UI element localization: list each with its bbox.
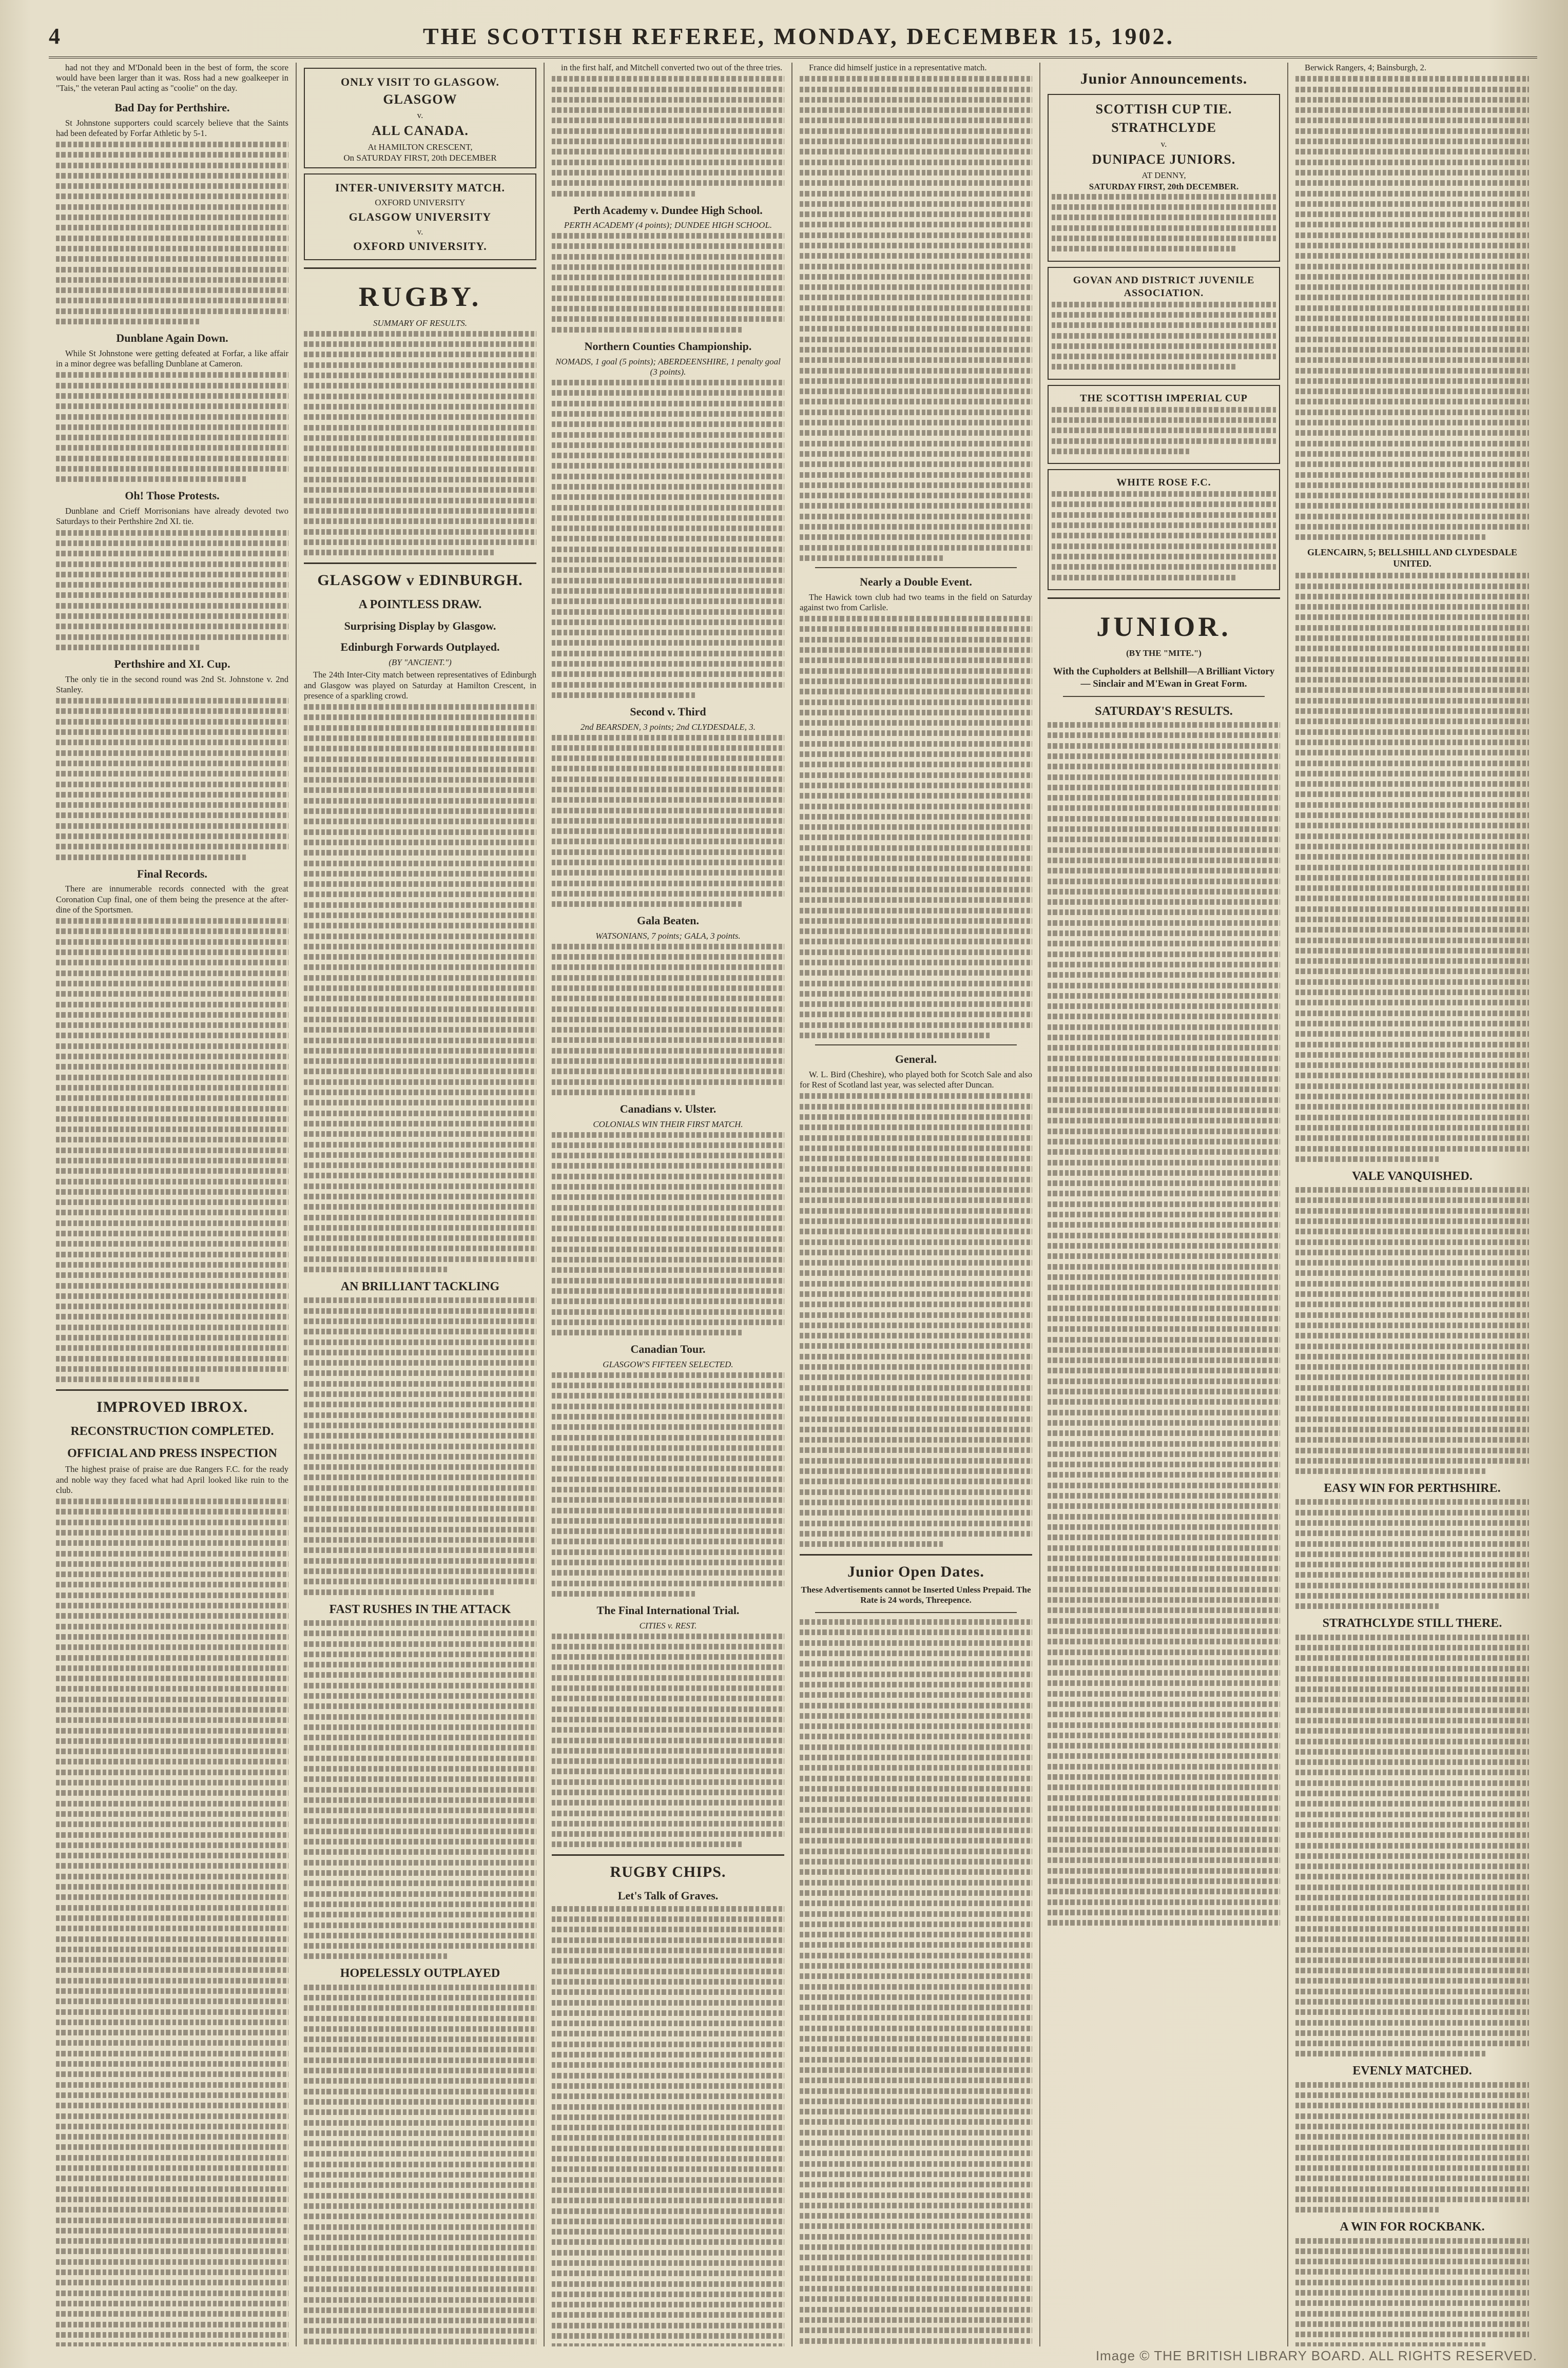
article-subheadline: PERTH ACADEMY (4 points); DUNDEE HIGH SCHOOL. — [564, 220, 772, 230]
article-body — [552, 1906, 784, 2346]
article-headline: GLASGOW v EDINBURGH. — [317, 572, 523, 589]
article-text: W. L. Bird (Cheshire), who played both for Scotch Sale and also for Rest of Scotland last year, was selected after Duncan. — [800, 1069, 1032, 1090]
article-body — [552, 1132, 784, 1336]
article-subheadline: NOMADS, 1 goal (5 points); ABERDEENSHIRE, 1 penalty goal (3 points). — [555, 356, 781, 377]
section-divider — [304, 267, 536, 269]
article-subheadline: OFFICIAL AND PRESS INSPECTION — [67, 1447, 277, 1461]
article-headline: STRATHCLYDE STILL THERE. — [1322, 1617, 1502, 1631]
article-text: The only tie in the second round was 2nd St. Johnstone v. 2nd Stanley. — [56, 674, 288, 694]
section-title: RUGBY. — [358, 281, 482, 313]
article-subheadline: CITIES v. REST. — [639, 1620, 697, 1631]
article-headline: Perthshire and XI. Cup. — [114, 657, 230, 670]
masthead — [49, 15, 1537, 59]
section-divider — [800, 1554, 1032, 1556]
open-dates-list — [800, 1619, 1032, 2346]
article-subheadline: Edinburgh Forwards Outplayed. — [340, 640, 500, 653]
article-body — [1295, 1635, 1529, 2057]
results-list — [304, 331, 536, 555]
imperial-cup-advert: THE SCOTTISH IMPERIAL CUP — [1048, 385, 1280, 464]
article-subheadline: HOPELESSLY OUTPLAYED — [340, 1967, 500, 1981]
section-subtitle: SUMMARY OF RESULTS. — [373, 318, 468, 328]
article-text: There are innumerable records connected with the great Coronation Cup final, one of them being the presence at the after-dine of the Sportsmen. — [56, 884, 288, 915]
section-title: Junior Announcements. — [1080, 70, 1248, 87]
article-headline: EVENLY MATCHED. — [1352, 2064, 1472, 2078]
article-text: The highest praise of praise are due Rangers F.C. for the ready and noble way they faced what had April looked like ruin to the club. — [56, 1464, 288, 1495]
govan-association-advert: GOVAN AND DISTRICT JUVENILE ASSOCIATION. — [1048, 267, 1280, 380]
section-title: JUNIOR. — [1096, 611, 1231, 642]
column-4 — [792, 63, 1040, 2346]
article-subheadline: 2nd BEARSDEN, 3 points; 2nd CLYDESDALE, 3. — [580, 722, 756, 732]
article-subheadline: AN BRILLIANT TACKLING — [340, 1280, 500, 1294]
article-text: France did himself justice in a representative match. — [809, 63, 987, 72]
article-headline: Oh! Those Protests. — [125, 489, 220, 502]
article-subheadline: These Advertisements cannot be Inserted Unless Prepaid. The Rate is 24 words, Threepence. — [801, 1584, 1031, 1605]
image-credit: Image © THE BRITISH LIBRARY BOARD. ALL RIGHTS RESERVED. — [1095, 2348, 1537, 2363]
article-subheadline: With the Cupholders at Bellshill—A Brilliant Victory — Sinclair and M'Ewan in Great Form. — [1053, 666, 1275, 689]
article-columns — [49, 63, 1537, 2346]
byline: (BY "ANCIENT.") — [389, 657, 452, 667]
article-text: The 24th Inter-City match between representatives of Edinburgh and Glasgow was played on Saturday at Hamilton Crescent, in presence of a sparkling crowd. — [304, 670, 536, 701]
article-headline: VALE VANQUISHED. — [1352, 1169, 1473, 1183]
article-headline: Bad Day for Perthshire. — [114, 101, 230, 114]
article-headline: General. — [895, 1053, 937, 1066]
article-body — [552, 76, 784, 196]
article-subheadline: Surprising Display by Glasgow. — [344, 619, 496, 632]
section-divider — [304, 562, 536, 564]
article-body — [1295, 573, 1529, 1162]
byline: (BY THE "MITE.") — [1126, 648, 1202, 658]
section-divider — [815, 1612, 1017, 1613]
article-text: While St Johnstone were getting defeated at Forfar, a like affair in a minor degree was befalling Dunblane at Cameron. — [56, 348, 288, 369]
article-headline: RUGBY CHIPS. — [610, 1864, 726, 1881]
article-body — [56, 918, 288, 1382]
column-5 — [1040, 63, 1288, 2346]
column-2 — [297, 63, 545, 2346]
article-subheadline: GLASGOW'S FIFTEEN SELECTED. — [603, 1360, 733, 1369]
article-text: Dunblane and Crieff Morrisonians have already devoted two Saturdays to their Perthshire 2nd XI. tie. — [56, 506, 288, 527]
article-headline: EASY WIN FOR PERTHSHIRE. — [1324, 1482, 1501, 1496]
match-advert-inter-university: INTER-UNIVERSITY MATCH. OXFORD UNIVERSITY GLASGOW UNIVERSITY v. OXFORD UNIVERSITY. — [304, 173, 536, 260]
article-body — [552, 233, 784, 333]
article-body — [304, 1620, 536, 1959]
article-headline: Northern Counties Championship. — [584, 339, 752, 353]
article-body — [304, 1985, 536, 2346]
article-body — [1295, 1187, 1529, 1474]
newspaper-title: THE SCOTTISH REFEREE, MONDAY, DECEMBER 15, 1902. — [422, 23, 1175, 49]
section-divider — [815, 567, 1017, 568]
article-headline: Perth Academy v. Dundee High School. — [573, 203, 763, 217]
article-body — [304, 1297, 536, 1595]
article-subheadline: WATSONIANS, 7 points; GALA, 3 points. — [595, 931, 741, 941]
article-body — [552, 735, 784, 907]
article-subheadline: A POINTLESS DRAW. — [358, 597, 482, 611]
article-headline: Junior Open Dates. — [847, 1563, 984, 1581]
article-headline: Nearly a Double Event. — [860, 575, 972, 588]
section-divider — [1048, 597, 1280, 599]
article-text: St Johnstone supporters could scarcely believe that the Saints had been defeated by Forfar Athletic by 5-1. — [56, 118, 288, 138]
article-subheadline: Let's Talk of Graves. — [617, 1889, 719, 1903]
article-body — [56, 372, 288, 482]
article-body — [1295, 2238, 1529, 2346]
article-headline: A WIN FOR ROCKBANK. — [1340, 2220, 1485, 2234]
article-body — [552, 1634, 784, 1848]
column-1 — [49, 63, 297, 2346]
results-list — [1048, 722, 1280, 1926]
article-body — [56, 142, 288, 324]
article-headline: GLENCAIRN, 5; BELLSHILL AND CLYDESDALE UNITED. — [1307, 547, 1517, 569]
article-body — [1295, 1499, 1529, 1609]
article-body — [552, 380, 784, 698]
article-text: had not they and M'Donald been in the best of form, the score would have been larger than it was. Ross had a new goalkeeper in "Tais," the veteran Paul acting as "coolie" on the day. — [56, 63, 288, 93]
section-divider — [1063, 696, 1265, 697]
article-text: in the first half, and Mitchell converted two out of the three tries. — [561, 63, 783, 72]
article-body — [1295, 2082, 1529, 2213]
white-rose-advert: WHITE ROSE F.C. — [1048, 469, 1280, 590]
article-subheadline: RECONSTRUCTION COMPLETED. — [70, 1424, 274, 1438]
article-text: The Hawick town club had two teams in the field on Saturday against two from Carlisle. — [800, 592, 1032, 612]
article-body — [800, 76, 1032, 561]
article-headline: IMPROVED IBROX. — [96, 1399, 248, 1416]
column-6 — [1288, 63, 1536, 2346]
page-number: 4 — [49, 23, 60, 49]
article-subheadline: COLONIALS WIN THEIR FIRST MATCH. — [593, 1119, 743, 1129]
article-body — [56, 1499, 288, 2346]
article-headline: Gala Beaten. — [637, 914, 699, 927]
section-divider — [815, 1044, 1017, 1045]
article-body — [56, 530, 288, 650]
article-body — [800, 1093, 1032, 1547]
section-divider — [56, 1389, 288, 1391]
section-divider — [552, 1854, 784, 1856]
article-headline: Second v. Third — [630, 705, 706, 718]
article-body — [800, 616, 1032, 1038]
column-3 — [545, 63, 792, 2346]
match-advert-glasgow-canada: ONLY VISIT TO GLASGOW. GLASGOW v. ALL CANADA. At HAMILTON CRESCENT, On SATURDAY FIRST, 20th DECEMBER — [304, 68, 536, 168]
article-headline: Canadians v. Ulster. — [620, 1102, 717, 1115]
cup-tie-advert: SCOTTISH CUP TIE. STRATHCLYDE v. DUNIPACE JUNIORS. AT DENNY, SATURDAY FIRST, 20th DECEMBER. — [1048, 94, 1280, 262]
results-list — [1295, 76, 1529, 540]
article-text: Berwick Rangers, 4; Bainsburgh, 2. — [1305, 63, 1427, 72]
article-headline: Final Records. — [137, 867, 207, 880]
article-body — [304, 704, 536, 1272]
article-body — [56, 698, 288, 860]
article-headline: The Final International Trial. — [596, 1603, 740, 1617]
article-subheadline: FAST RUSHES IN THE ATTACK — [329, 1602, 511, 1616]
article-body — [552, 944, 784, 1095]
article-headline: Dunblane Again Down. — [116, 332, 228, 345]
article-headline: Canadian Tour. — [630, 1343, 706, 1356]
results-heading: SATURDAY'S RESULTS. — [1095, 704, 1233, 718]
article-body — [552, 1372, 784, 1597]
